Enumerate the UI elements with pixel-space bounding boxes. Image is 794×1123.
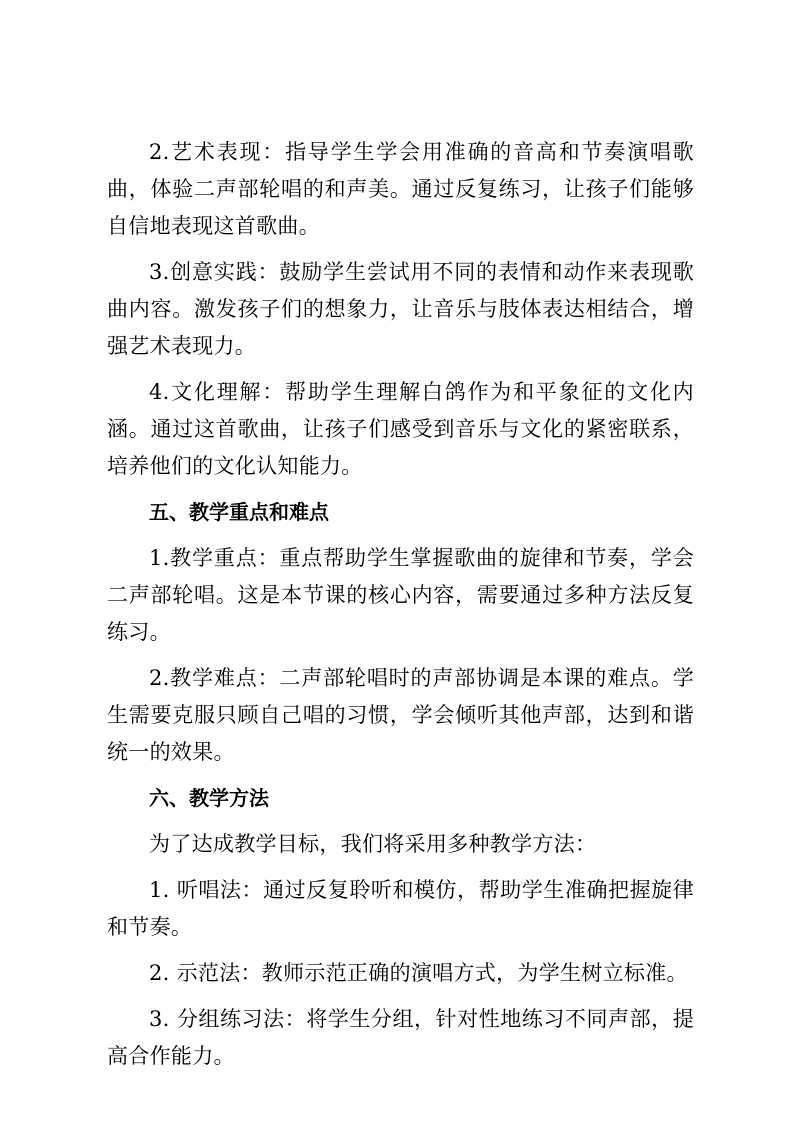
paragraph-cultural-understanding: 4.文化理解：帮助学生理解白鸽作为和平象征的文化内涵。通过这首歌曲，让孩子们感受到音乐与文化的紧密联系，培养他们的文化认知能力。	[107, 380, 694, 478]
section-heading-teaching-methods: 六、教学方法	[149, 786, 269, 810]
paragraph-method-demonstration: 2. 示范法：教师示范正确的演唱方式，为学生树立标准。	[149, 961, 688, 985]
section-heading-key-points: 五、教学重点和难点	[149, 500, 329, 524]
paragraph-teaching-difficulty: 2.教学难点：二声部轮唱时的声部协调是本课的难点。学生需要克服只顾自己唱的习惯，学会倾听其他声部，达到和谐统一的效果。	[107, 666, 694, 764]
paragraph-creative-practice: 3.创意实践：鼓励学生尝试用不同的表情和动作来表现歌曲内容。激发孩子们的想象力，让音乐与肢体表达相结合，增强艺术表现力。	[107, 260, 694, 358]
paragraph-art-expression: 2.艺术表现：指导学生学会用准确的音高和节奏演唱歌曲，体验二声部轮唱的和声美。通过反复练习，让孩子们能够自信地表现这首歌曲。	[107, 140, 694, 238]
document-body	[107, 134, 694, 1084]
paragraph-teaching-focus: 1.教学重点：重点帮助学生掌握歌曲的旋律和节奏，学会二声部轮唱。这是本节课的核心内容，需要通过多种方法反复练习。	[107, 546, 694, 644]
paragraph-methods-intro: 为了达成教学目标，我们将采用多种教学方法：	[149, 832, 597, 856]
paragraph-method-group-practice: 3. 分组练习法：将学生分组，针对性地练习不同声部，提高合作能力。	[107, 1007, 694, 1068]
paragraph-method-listening: 1. 听唱法：通过反复聆听和模仿，帮助学生准确把握旋律和节奏。	[107, 878, 694, 939]
